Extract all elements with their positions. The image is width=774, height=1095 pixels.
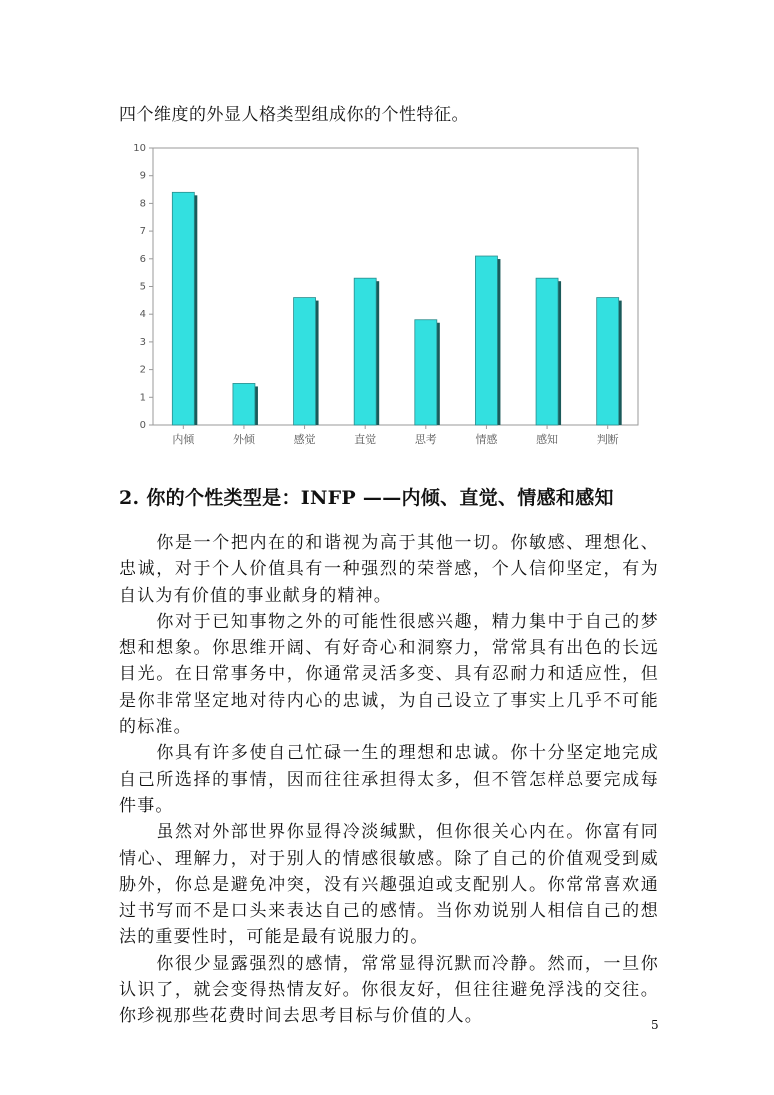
y-tick-label: 3 [139, 336, 146, 348]
page-number: 5 [651, 1018, 659, 1032]
bar [233, 383, 255, 425]
bar [475, 256, 497, 425]
bar-chart [125, 140, 660, 455]
y-tick-label: 1 [139, 392, 146, 404]
x-tick-label: 内倾 [172, 433, 195, 446]
x-tick-label: 感知 [536, 433, 559, 446]
y-tick-label: 0 [139, 420, 146, 431]
section-heading: 2. 你的个性类型是：INFP ——内倾、直觉、情感和感知 [119, 487, 614, 509]
bar [294, 298, 316, 425]
x-tick-label: 思考 [414, 433, 437, 446]
x-tick-label: 外倾 [232, 433, 255, 446]
paragraph: 虽然对外部世界你显得冷淡缄默，但你很关心内在。你富有同情心、理解力，对于别人的情感很敏感。除了自己的价值观受到威胁外，你总是避免冲突，没有兴趣强迫或支配别人。你常常喜欢通过书写而不是口头来表达自己的感情。当你劝说别人相信自己的想法的重要性时，可能是最有说服力的。 [119, 822, 659, 948]
y-tick-label: 5 [139, 281, 146, 293]
y-tick-label: 4 [139, 309, 146, 321]
bar [172, 192, 194, 425]
x-tick-label: 感觉 [293, 433, 316, 446]
y-tick-label: 7 [139, 226, 146, 238]
bar [415, 320, 437, 425]
y-tick-label: 9 [139, 170, 146, 182]
plot-area [153, 148, 638, 425]
body-text [119, 530, 659, 1030]
paragraph: 你具有许多使自己忙碌一生的理想和忠诚。你十分坚定地完成自己所选择的事情，因而往往承担得太多，但不管怎样总要完成每件事。 [119, 743, 659, 816]
bar [536, 278, 558, 425]
bar [597, 298, 619, 425]
bar [354, 278, 376, 425]
x-tick-label: 情感 [475, 433, 498, 446]
paragraph: 你对于已知事物之外的可能性很感兴趣，精力集中于自己的梦想和想象。你思维开阔、有好奇心和洞察力，常常具有出色的长远目光。在日常事务中，你通常灵活多变、具有忍耐力和适应性，但是你非常坚定地对待内心的忠诚，为自己设立了事实上几乎不可能的标准。 [119, 611, 659, 738]
y-tick-label: 8 [139, 198, 146, 210]
y-tick-label: 10 [133, 143, 146, 154]
paragraph: 你很少显露强烈的感情，常常显得沉默而冷静。然而，一旦你认识了，就会变得热情友好。你很友好，但往往避免浮浅的交往。你珍视那些花费时间去思考目标与价值的人。 [119, 953, 659, 1027]
x-tick-label: 判断 [596, 433, 619, 446]
y-tick-label: 6 [139, 253, 146, 265]
x-tick-label: 直觉 [354, 433, 377, 446]
intro-text: 四个维度的外显人格类型组成你的个性特征。 [119, 105, 469, 125]
y-tick-label: 2 [139, 364, 146, 376]
paragraph: 你是一个把内在的和谐视为高于其他一切。你敏感、理想化、忠诚，对于个人价值具有一种强烈的荣誉感，个人信仰坚定，有为自认为有价值的事业献身的精神。 [119, 533, 659, 606]
